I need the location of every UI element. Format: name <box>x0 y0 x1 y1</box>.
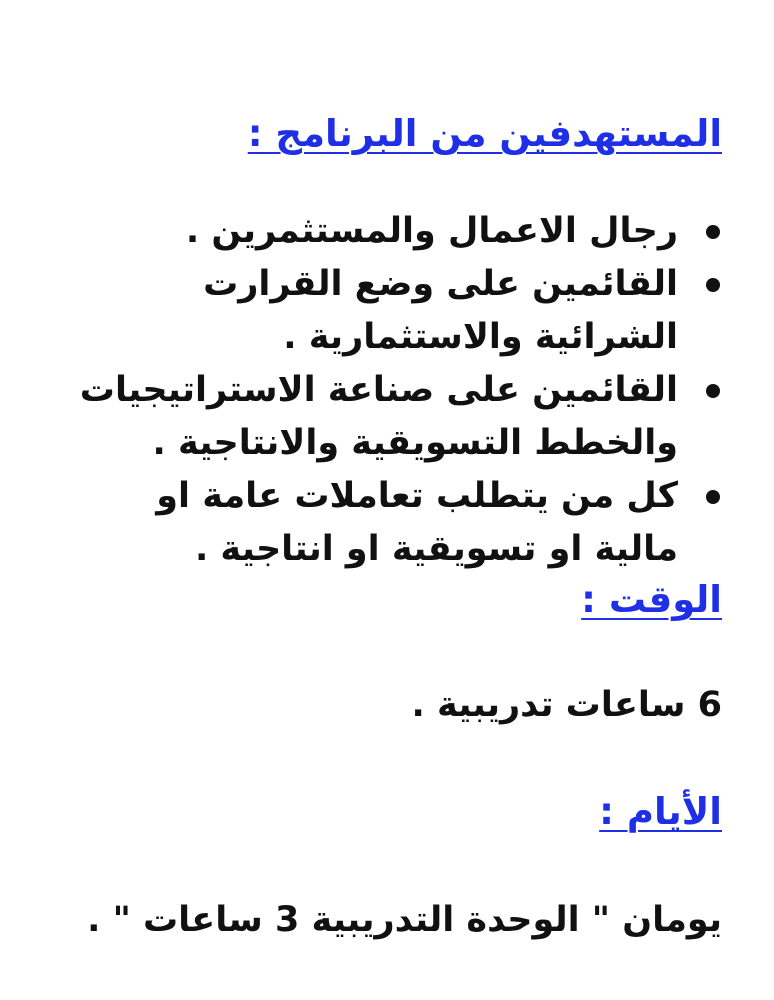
days-heading: الأيام : <box>599 790 722 833</box>
time-text: 6 ساعات تدريبية . <box>411 685 722 725</box>
target-audience-heading: المستهدفين من البرنامج : <box>247 112 722 155</box>
list-item: كل من يتطلب تعاملات عامة او مالية او تسويقية او انتاجية . <box>66 470 726 576</box>
time-heading: الوقت : <box>581 578 722 621</box>
list-item: رجال الاعمال والمستثمرين . <box>66 205 726 258</box>
list-item: القائمين على صناعة الاستراتيجيات والخطط التسويقية والانتاجية . <box>66 364 726 470</box>
target-audience-list <box>66 205 726 576</box>
days-text: يومان " الوحدة التدريبية 3 ساعات " . <box>87 900 722 940</box>
list-item: القائمين على وضع القرارت الشرائية والاستثمارية . <box>66 258 726 364</box>
